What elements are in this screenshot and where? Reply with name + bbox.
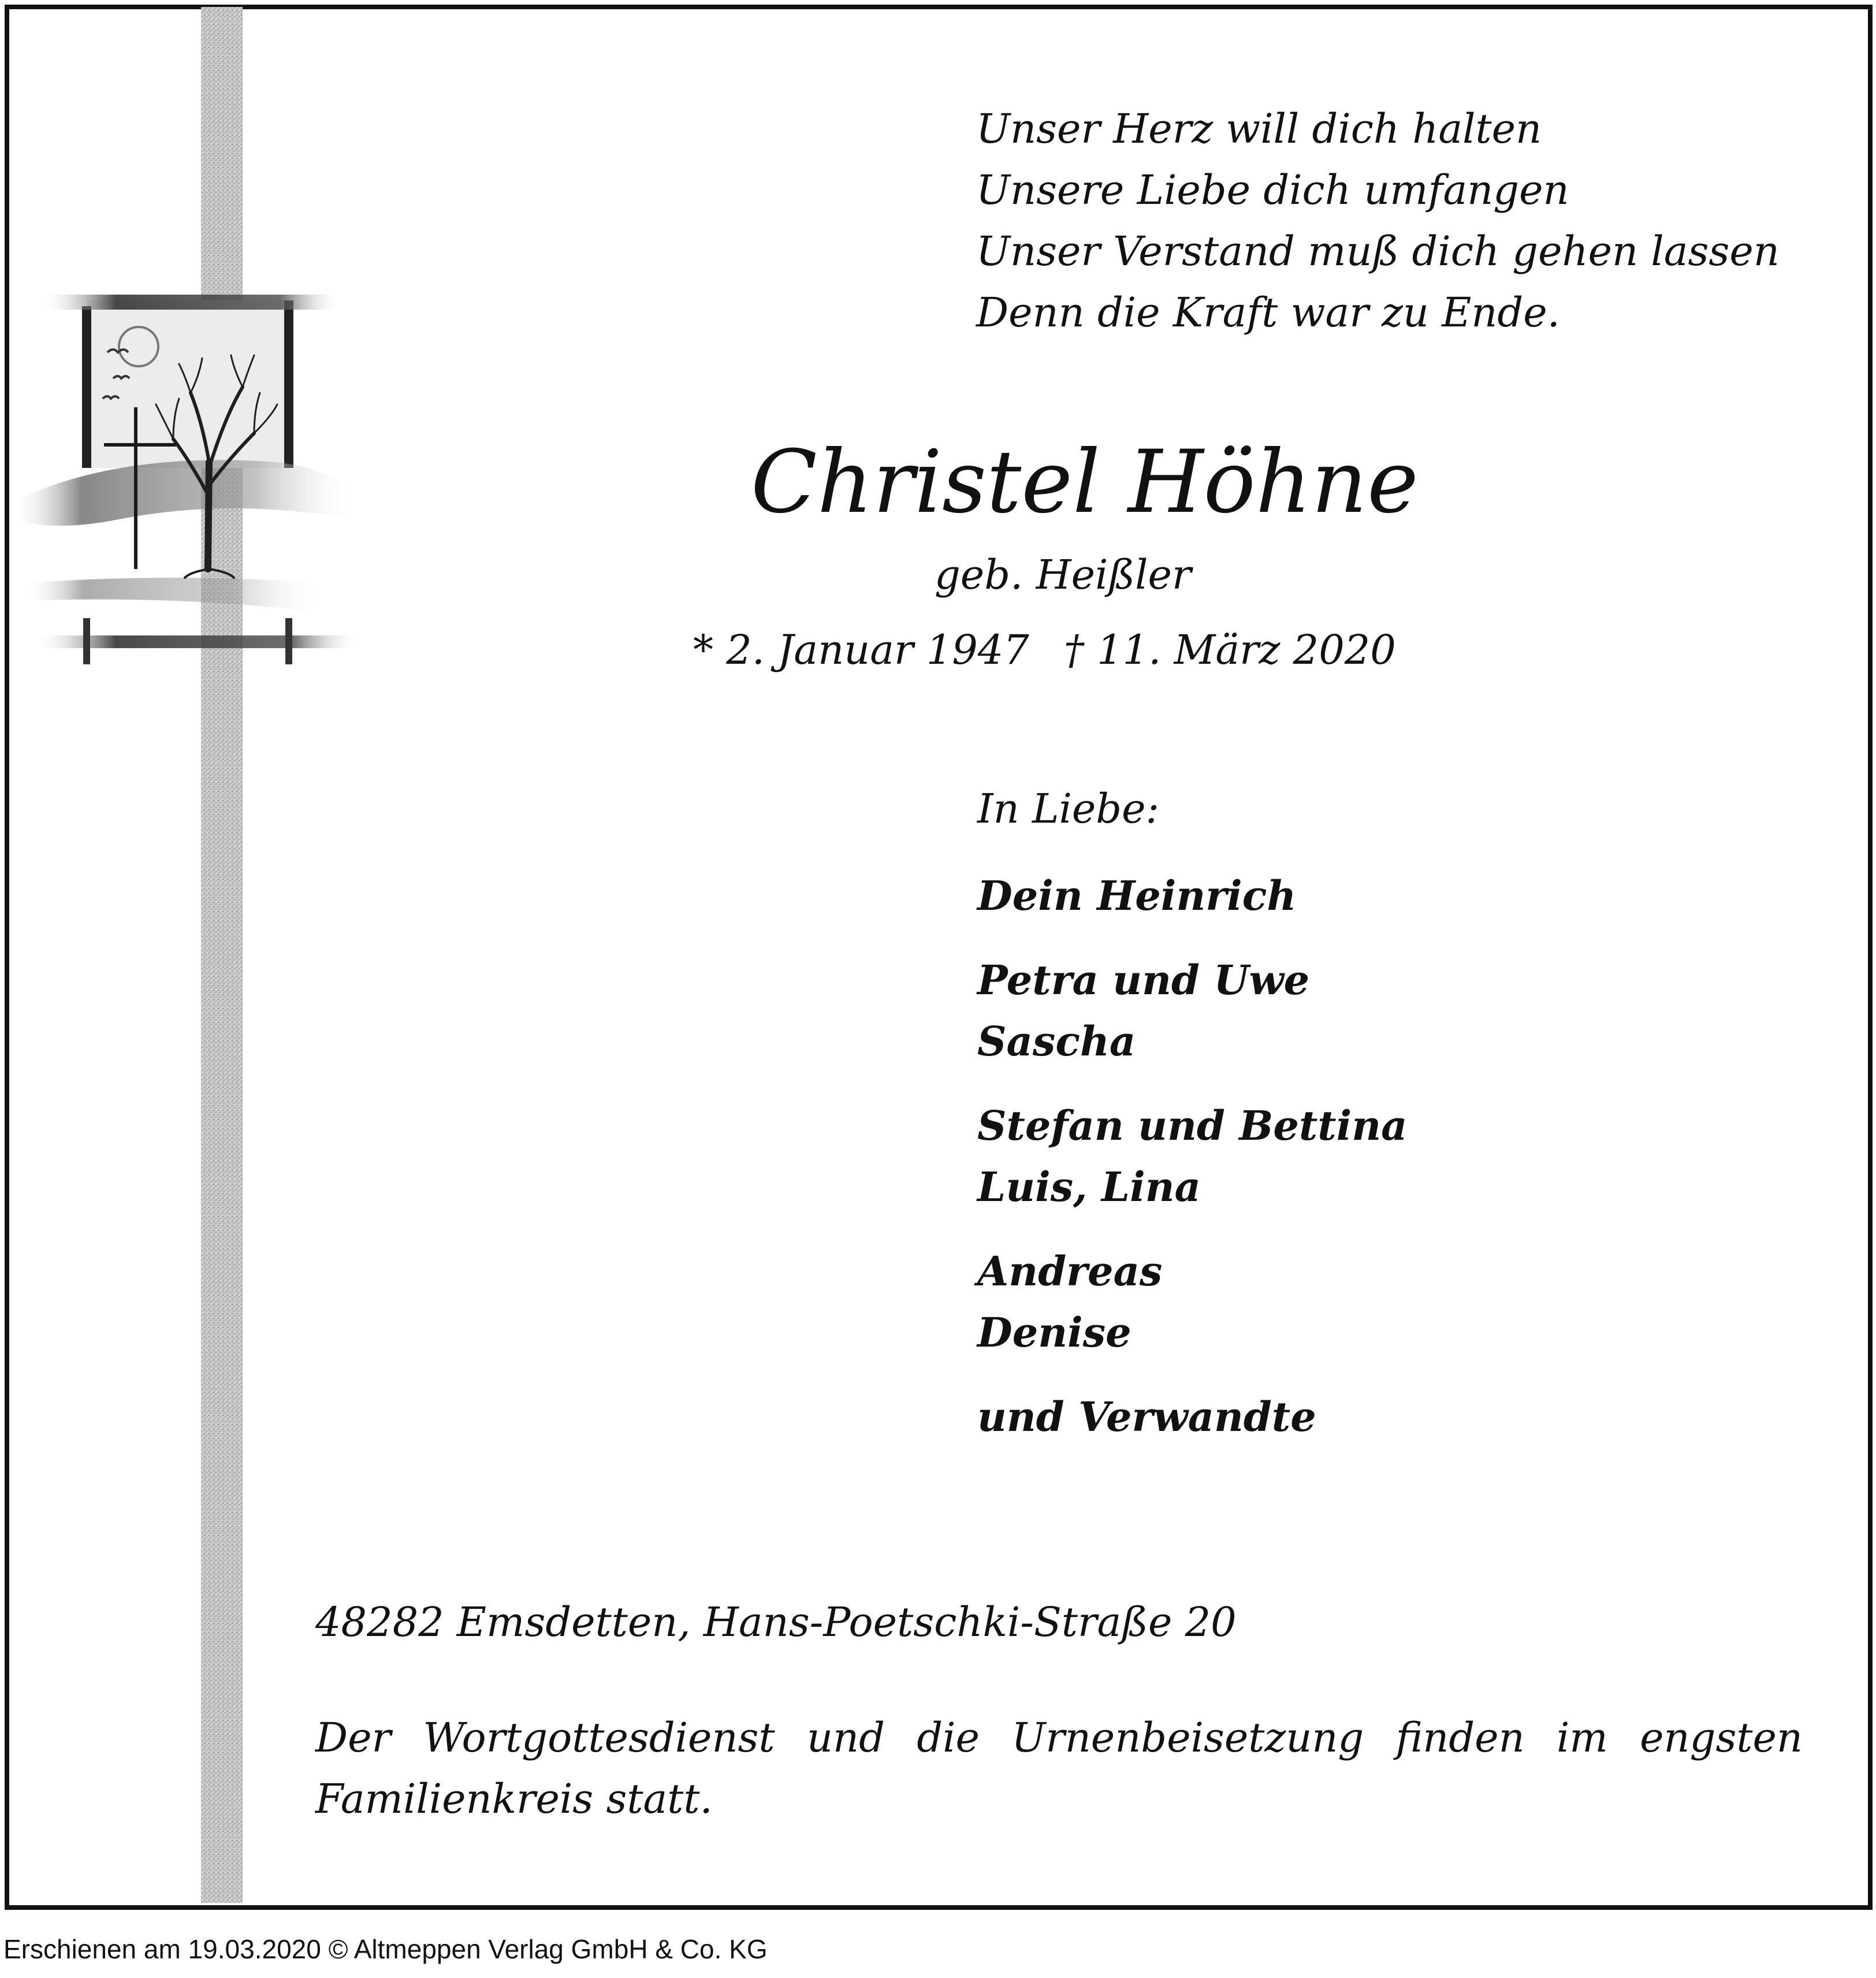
service-note: Der Wortgottesdienst und die Urnenbeisetzung finden im engsten Familienkreis statt. xyxy=(315,1714,1803,1823)
poem-line: Unser Herz will dich halten xyxy=(976,105,1542,153)
mourner-group xyxy=(977,1386,1407,1448)
mourner-name: und Verwandte xyxy=(977,1393,1316,1441)
mourner-name: Luis, Lina xyxy=(977,1163,1201,1211)
mourners-list xyxy=(977,780,1407,1471)
maiden-name: geb. Heißler xyxy=(935,551,1192,598)
mourner-name: Dein Heinrich xyxy=(977,872,1297,920)
family-address: 48282 Emsdetten, Hans-Poetschki-Straße 20 xyxy=(315,1598,1237,1646)
memorial-poem xyxy=(976,98,1780,343)
mourner-group xyxy=(977,950,1407,1072)
poem-line: Denn die Kraft war zu Ende. xyxy=(976,289,1560,336)
mourner-name: Andreas xyxy=(977,1247,1163,1295)
mourner-name: Stefan und Bettina xyxy=(977,1102,1408,1150)
mourners-intro: In Liebe: xyxy=(977,785,1160,832)
death-date: † 11. März 2020 xyxy=(1063,626,1396,674)
mourner-group xyxy=(977,865,1407,927)
life-dates xyxy=(693,624,1396,676)
mourner-group xyxy=(977,1095,1407,1218)
birth-date: * 2. Januar 1947 xyxy=(693,626,1029,674)
deceased-name: Christel Höhne xyxy=(751,432,1419,533)
poem-line: Unser Verstand muß dich gehen lassen xyxy=(976,228,1780,275)
mourner-name: Denise xyxy=(977,1308,1131,1356)
framed-picture xyxy=(12,295,358,664)
mourner-name: Sascha xyxy=(977,1017,1136,1065)
poem-line: Unsere Liebe dich umfangen xyxy=(976,166,1569,214)
mourner-name: Petra und Uwe xyxy=(977,956,1310,1004)
mourner-group xyxy=(977,1241,1407,1363)
vertical-stripe xyxy=(201,7,243,1903)
memorial-illustration xyxy=(0,0,370,1905)
publication-footer: Erschienen am 19.03.2020 © Altmeppen Verlag GmbH & Co. KG xyxy=(3,1934,768,1964)
